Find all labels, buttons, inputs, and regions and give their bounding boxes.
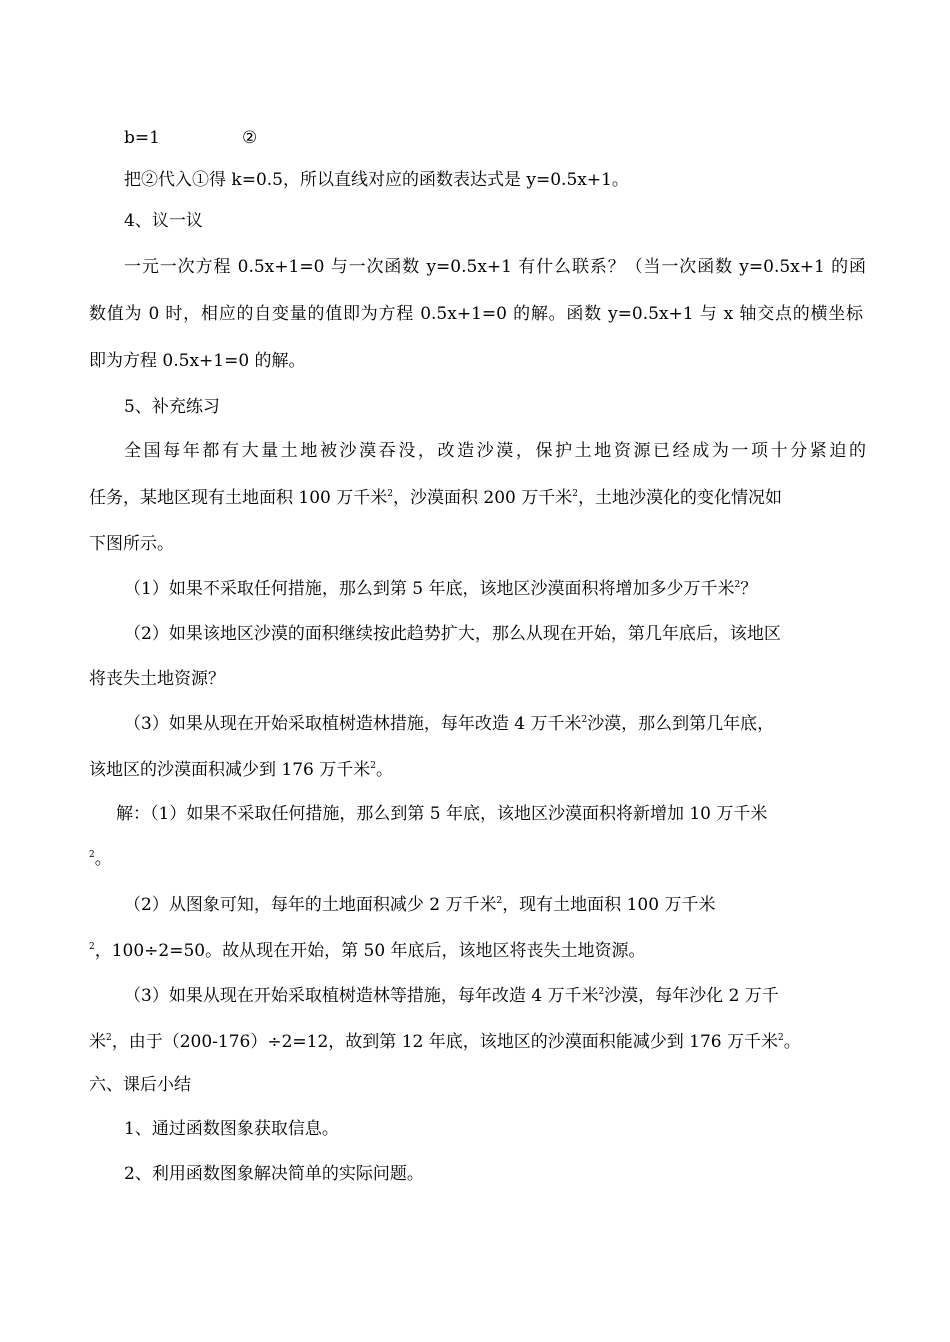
text-segment: ，现有土地面积 100 万千米 bbox=[502, 895, 716, 915]
text-segment: ，由于（200-176）÷2=12，故到第 12 年底，该地区的沙漠面积能减少到 176 万千米 bbox=[111, 1032, 779, 1052]
superscript: 2 bbox=[778, 1033, 784, 1043]
text-segment: ，100÷2=50。故从现在开始，第 50 年底后，该地区将丧失土地资源。 bbox=[94, 941, 646, 961]
solution-1-line2 bbox=[89, 847, 112, 871]
text-segment: 沙漠，那么到第几年底， bbox=[587, 714, 775, 734]
superscript: 2 bbox=[387, 489, 393, 499]
text-segment: 。 bbox=[783, 1032, 801, 1052]
paragraph-problem-line2 bbox=[89, 486, 782, 510]
question-3-line1 bbox=[124, 712, 774, 736]
paragraph-problem-line3: 下图所示。 bbox=[89, 534, 174, 554]
text-segment: （3）如果从现在开始采取植树造林等措施，每年改造 4 万千米 bbox=[124, 986, 599, 1006]
superscript: 2 bbox=[370, 761, 376, 771]
superscript: 2 bbox=[496, 896, 503, 906]
equation-text: b=1 bbox=[124, 128, 160, 148]
paragraph-discuss-line1 bbox=[124, 255, 866, 279]
question-2-line1: （2）如果该地区沙漠的面积继续按此趋势扩大，那么从现在开始，第几年底后，该地区 bbox=[124, 624, 781, 644]
superscript: 2 bbox=[106, 1033, 112, 1043]
solution-3-line1 bbox=[124, 984, 779, 1008]
solution-1-line1: 解：（1）如果不采取任何措施，那么到第 5 年底，该地区沙漠面积将新增加 10 万千米 bbox=[116, 804, 768, 824]
text-segment: （2）从图象可知，每年的土地面积减少 2 万千米 bbox=[124, 895, 497, 915]
summary-item-1: 1、通过函数图象获取信息。 bbox=[124, 1119, 339, 1139]
text-segment: 沙漠，每年沙化 2 万千 bbox=[604, 986, 779, 1006]
question-1 bbox=[124, 577, 757, 601]
solution-3-line2 bbox=[89, 1030, 801, 1054]
paragraph-substitution: 把②代入①得 k=0.5，所以直线对应的函数表达式是 y=0.5x+1。 bbox=[124, 170, 629, 190]
section-heading-summary: 六、课后小结 bbox=[89, 1075, 191, 1095]
paragraph-discuss-line2: 数值为 0 时，相应的自变量的值即为方程 0.5x+1=0 的解。函数 y=0.5x+1 与 x 轴交点的横坐标 bbox=[89, 304, 863, 324]
superscript: 2 bbox=[734, 580, 741, 590]
question-2-line2: 将丧失土地资源？ bbox=[89, 669, 225, 689]
text-segment: （1）如果不采取任何措施，那么到第 5 年底，该地区沙漠面积将增加多少万千米 bbox=[124, 579, 735, 599]
text-segment: 该地区的沙漠面积减少到 176 万千米 bbox=[89, 760, 371, 780]
paragraph-text: 全国每年都有大量土地被沙漠吞没，改造沙漠，保护土地资源已经成为一项十分紧迫的 bbox=[124, 441, 866, 461]
solution-2-line1 bbox=[124, 893, 715, 917]
superscript: 2 bbox=[89, 850, 95, 860]
superscript: 2 bbox=[572, 489, 578, 499]
text-segment: ？ bbox=[740, 579, 758, 599]
paragraph-discuss-line3: 即为方程 0.5x+1=0 的解。 bbox=[89, 351, 306, 371]
text-segment: 。 bbox=[94, 849, 112, 869]
superscript: 2 bbox=[598, 987, 605, 997]
equation-b bbox=[124, 126, 257, 150]
text-segment: （3）如果从现在开始采取植树造林措施，每年改造 4 万千米 bbox=[124, 714, 582, 734]
paragraph-text: 一元一次方程 0.5x+1=0 与一次函数 y=0.5x+1 有什么联系？（当一次函数 y=0.5x+1 的函 bbox=[124, 257, 866, 277]
question-3-line2 bbox=[89, 758, 393, 782]
paragraph-problem-line1 bbox=[124, 439, 866, 463]
section-heading-practice: 5、补充练习 bbox=[124, 397, 220, 417]
summary-item-2: 2、利用函数图象解决简单的实际问题。 bbox=[124, 1164, 424, 1184]
text-segment: ，沙漠面积 200 万千米 bbox=[393, 488, 573, 508]
solution-2-line2 bbox=[89, 939, 646, 963]
superscript: 2 bbox=[89, 942, 95, 952]
text-segment: 任务，某地区现有土地面积 100 万千米 bbox=[89, 488, 388, 508]
text-segment: ，土地沙漠化的变化情况如 bbox=[578, 488, 782, 508]
text-segment: 米 bbox=[89, 1032, 106, 1052]
equation-marker: ② bbox=[242, 128, 258, 148]
superscript: 2 bbox=[581, 715, 588, 725]
section-heading-discuss: 4、议一议 bbox=[124, 211, 203, 231]
text-segment: 。 bbox=[376, 760, 393, 780]
